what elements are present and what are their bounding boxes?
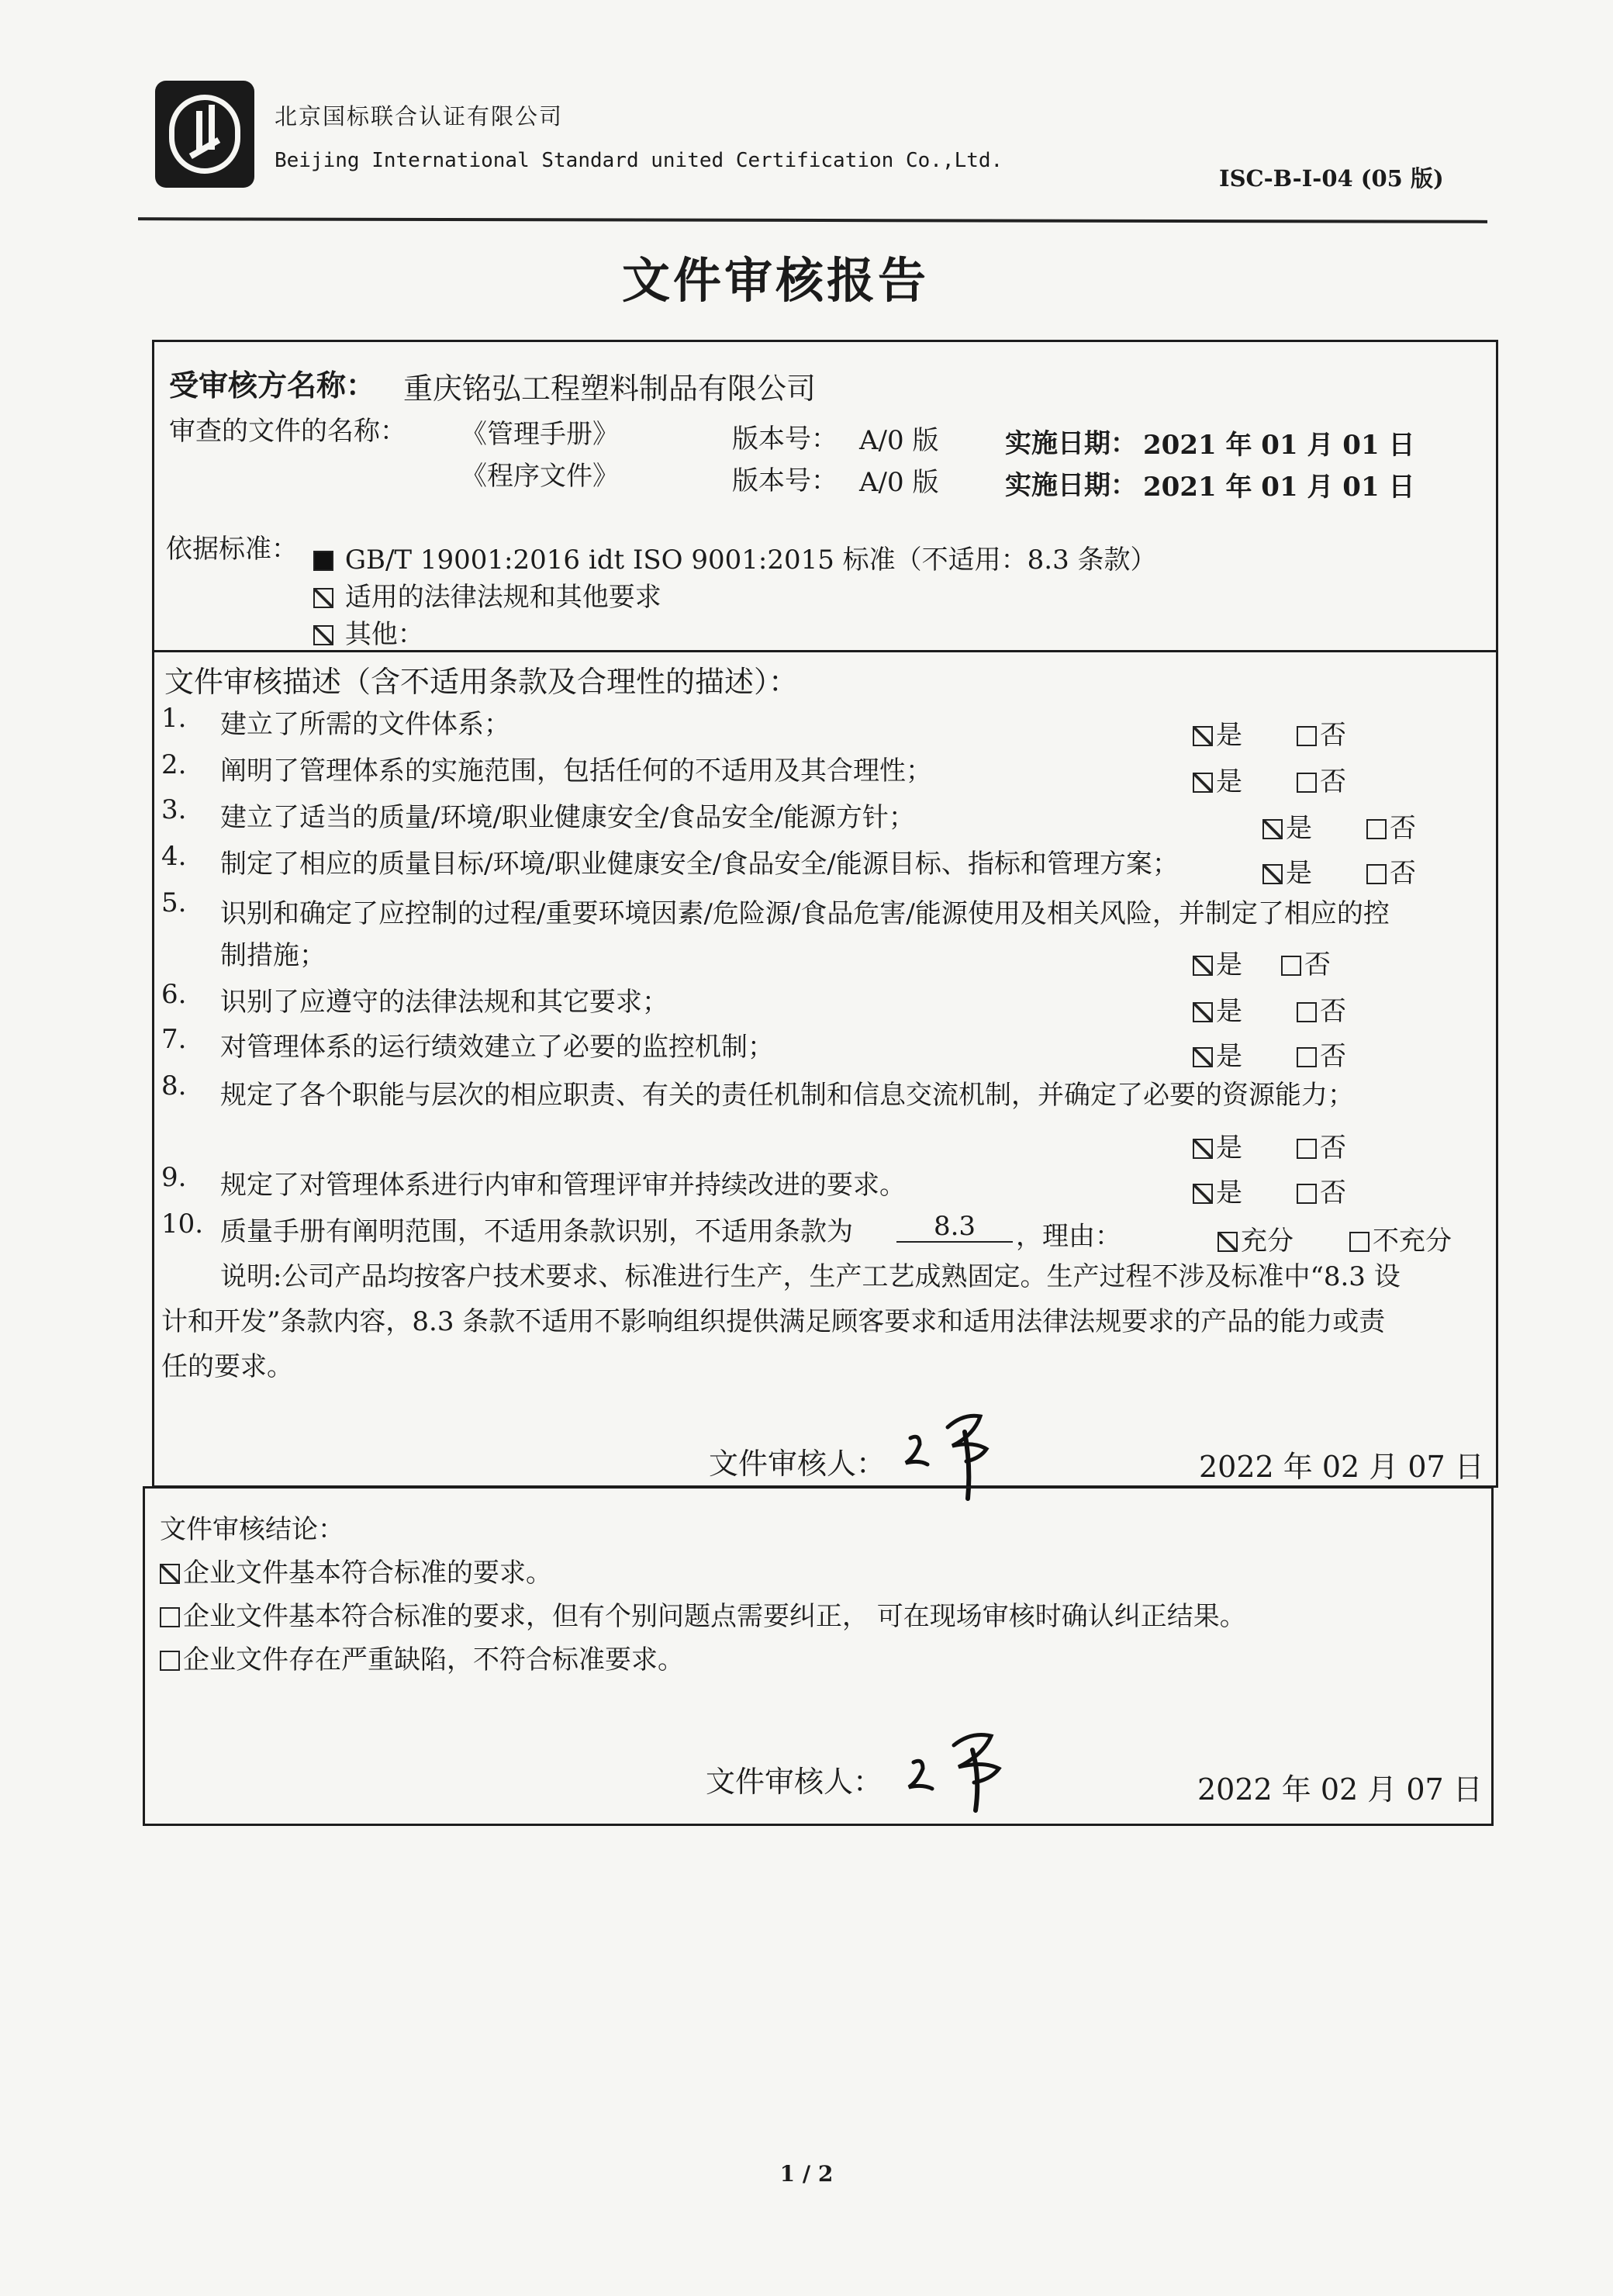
item-number: 7.: [161, 1024, 187, 1055]
page-number: 1 / 2: [779, 2161, 834, 2187]
auditee-name: 重庆铭弘工程塑料制品有限公司: [403, 372, 817, 406]
version-label: 版本号：: [732, 424, 838, 455]
item-number: 4.: [161, 841, 187, 872]
checkbox-checked-icon: [1193, 1139, 1213, 1159]
documents-label: 审查的文件的名称：: [169, 416, 406, 447]
checkbox-checked-icon: [313, 625, 333, 645]
checkbox-checked-icon: [1193, 1184, 1213, 1204]
checkbox-filled-icon: [313, 551, 333, 571]
checkbox-checked-icon: [1193, 1047, 1213, 1067]
checkbox-checked-icon: [1193, 773, 1213, 793]
review-item-text: 阐明了管理体系的实施范围，包括任何的不适用及其合理性；: [220, 756, 932, 787]
checkbox-checked-icon: [1218, 1232, 1238, 1252]
sufficiency-choice: 充分 不充分: [1218, 1219, 1452, 1257]
reason-label: ，理由：: [1016, 1221, 1121, 1252]
item-number: 2.: [161, 749, 187, 780]
review-date: 2022 年 02 月 07 日: [1199, 1450, 1484, 1484]
item-number: 9.: [161, 1162, 187, 1193]
explanation-line: 任的要求。: [161, 1351, 293, 1382]
checkbox-empty-icon: [1297, 773, 1317, 793]
item-number: 8.: [161, 1070, 187, 1101]
review-item-text: 识别了应遵守的法律法规和其它要求；: [220, 987, 668, 1018]
explanation-line: 计和开发”条款内容，8.3 条款不适用不影响组织提供满足顾客要求和适用法律法规要求的产品的能力或责: [161, 1306, 1386, 1337]
reviewer-label: 文件审核人：: [709, 1447, 886, 1481]
checkbox-empty-icon: [160, 1607, 180, 1627]
item-number: 3.: [161, 794, 187, 825]
checkbox-empty-icon: [1281, 956, 1301, 976]
yes-no-choice: 是 否: [1193, 1035, 1346, 1073]
checkbox-empty-icon: [1297, 1184, 1317, 1204]
conclusion-option: 企业文件基本符合标准的要求。: [160, 1551, 552, 1589]
standard-item: GB/T 19001:2016 idt ISO 9001:2015 标准（不适用：8.3 条款）: [313, 538, 1157, 576]
document-code: ISC-B-I-04 (05 版): [1219, 165, 1444, 192]
implementation-date: 2021 年 01 月 01 日: [1143, 430, 1415, 461]
review-item-text-continued: 制措施；: [220, 940, 326, 971]
review-item-text: 制定了相应的质量目标/环境/职业健康安全/食品安全/能源目标、指标和管理方案；: [220, 849, 1179, 880]
version-value: A/0 版: [859, 467, 939, 498]
checkbox-empty-icon: [1366, 864, 1387, 884]
document-name: 《程序文件》: [461, 461, 619, 492]
checkbox-checked-icon: [1193, 956, 1213, 976]
checkbox-checked-icon: [1193, 1002, 1213, 1022]
header-divider: [138, 217, 1487, 223]
yes-no-choice: 是 否: [1193, 714, 1346, 752]
yes-no-choice: 是 否: [1193, 943, 1331, 981]
review-item-text: 规定了各个职能与层次的相应职责、有关的责任机制和信息交流机制，并确定了必要的资源能力；: [220, 1080, 1354, 1111]
company-name-cn: 北京国标联合认证有限公司: [275, 103, 564, 130]
review-item-text: 识别和确定了应控制的过程/重要环境因素/危险源/食品危害/能源使用及相关风险，并制定了相应的控: [220, 898, 1390, 929]
checkbox-checked-icon: [160, 1564, 180, 1584]
review-item-text: 建立了所需的文件体系；: [220, 709, 510, 740]
checkbox-empty-icon: [1297, 1047, 1317, 1067]
item-number: 6.: [161, 979, 187, 1010]
yes-no-choice: 是 否: [1193, 990, 1346, 1028]
checkbox-empty-icon: [1297, 726, 1317, 746]
item-number: 5.: [161, 887, 187, 918]
company-logo: [155, 81, 254, 188]
document-name: 《管理手册》: [461, 419, 619, 450]
explanation-line: 说明:公司产品均按客户技术要求、标准进行生产，生产工艺成熟固定。生产过程不涉及标准中“8.3 设: [220, 1261, 1401, 1292]
yes-no-choice: 是 否: [1262, 807, 1416, 845]
implementation-date: 2021 年 01 月 01 日: [1143, 472, 1415, 503]
date-label: 实施日期：: [1005, 428, 1137, 459]
standards-label: 依据标准：: [166, 534, 298, 565]
version-label: 版本号：: [732, 465, 838, 496]
review-heading: 文件审核描述（含不适用条款及合理性的描述）：: [164, 665, 799, 699]
checkbox-checked-icon: [1193, 726, 1213, 746]
checkbox-empty-icon: [1297, 1002, 1317, 1022]
nonapplicable-clause: 8.3: [896, 1212, 1013, 1243]
yes-no-choice: 是 否: [1262, 852, 1416, 890]
yes-no-choice: 是 否: [1193, 1171, 1346, 1209]
yes-no-choice: 是 否: [1193, 760, 1346, 798]
review-item-text: 建立了适当的质量/环境/职业健康安全/食品安全/能源方针；: [220, 802, 915, 833]
page-title: 文件审核报告: [621, 252, 929, 309]
standard-item: 适用的法律法规和其他要求: [313, 576, 661, 614]
date-label: 实施日期：: [1005, 470, 1137, 501]
conclusion-date: 2022 年 02 月 07 日: [1197, 1772, 1483, 1807]
version-value: A/0 版: [859, 425, 939, 456]
checkbox-checked-icon: [313, 588, 333, 608]
reviewer-signature-icon: [900, 1724, 1039, 1817]
checkbox-empty-icon: [160, 1651, 180, 1671]
checkbox-checked-icon: [1262, 864, 1283, 884]
checkbox-empty-icon: [1349, 1232, 1369, 1252]
item-number: 1.: [161, 703, 187, 734]
review-item-text: 规定了对管理体系进行内审和管理评审并持续改进的要求。: [220, 1170, 906, 1201]
conclusion-heading: 文件审核结论：: [160, 1514, 344, 1545]
review-item-text: 对管理体系的运行绩效建立了必要的监控机制；: [220, 1032, 774, 1063]
company-name-en: Beijing International Standard united Certification Co.,Ltd.: [275, 149, 1003, 172]
yes-no-choice: 是 否: [1193, 1126, 1346, 1164]
review-item-text: 质量手册有阐明范围，不适用条款识别，不适用条款为: [220, 1216, 853, 1247]
checkbox-empty-icon: [1366, 819, 1387, 839]
conclusion-option: 企业文件基本符合标准的要求，但有个别问题点需要纠正， 可在现场审核时确认纠正结果。: [160, 1595, 1246, 1633]
checkbox-checked-icon: [1262, 819, 1283, 839]
auditee-label: 受审核方名称：: [169, 368, 376, 403]
conclusion-option: 企业文件存在严重缺陷，不符合标准要求。: [160, 1638, 684, 1676]
standard-item: 其他：: [313, 613, 424, 651]
checkbox-empty-icon: [1297, 1139, 1317, 1159]
reviewer-label: 文件审核人：: [706, 1765, 883, 1799]
item-number: 10.: [161, 1209, 204, 1240]
